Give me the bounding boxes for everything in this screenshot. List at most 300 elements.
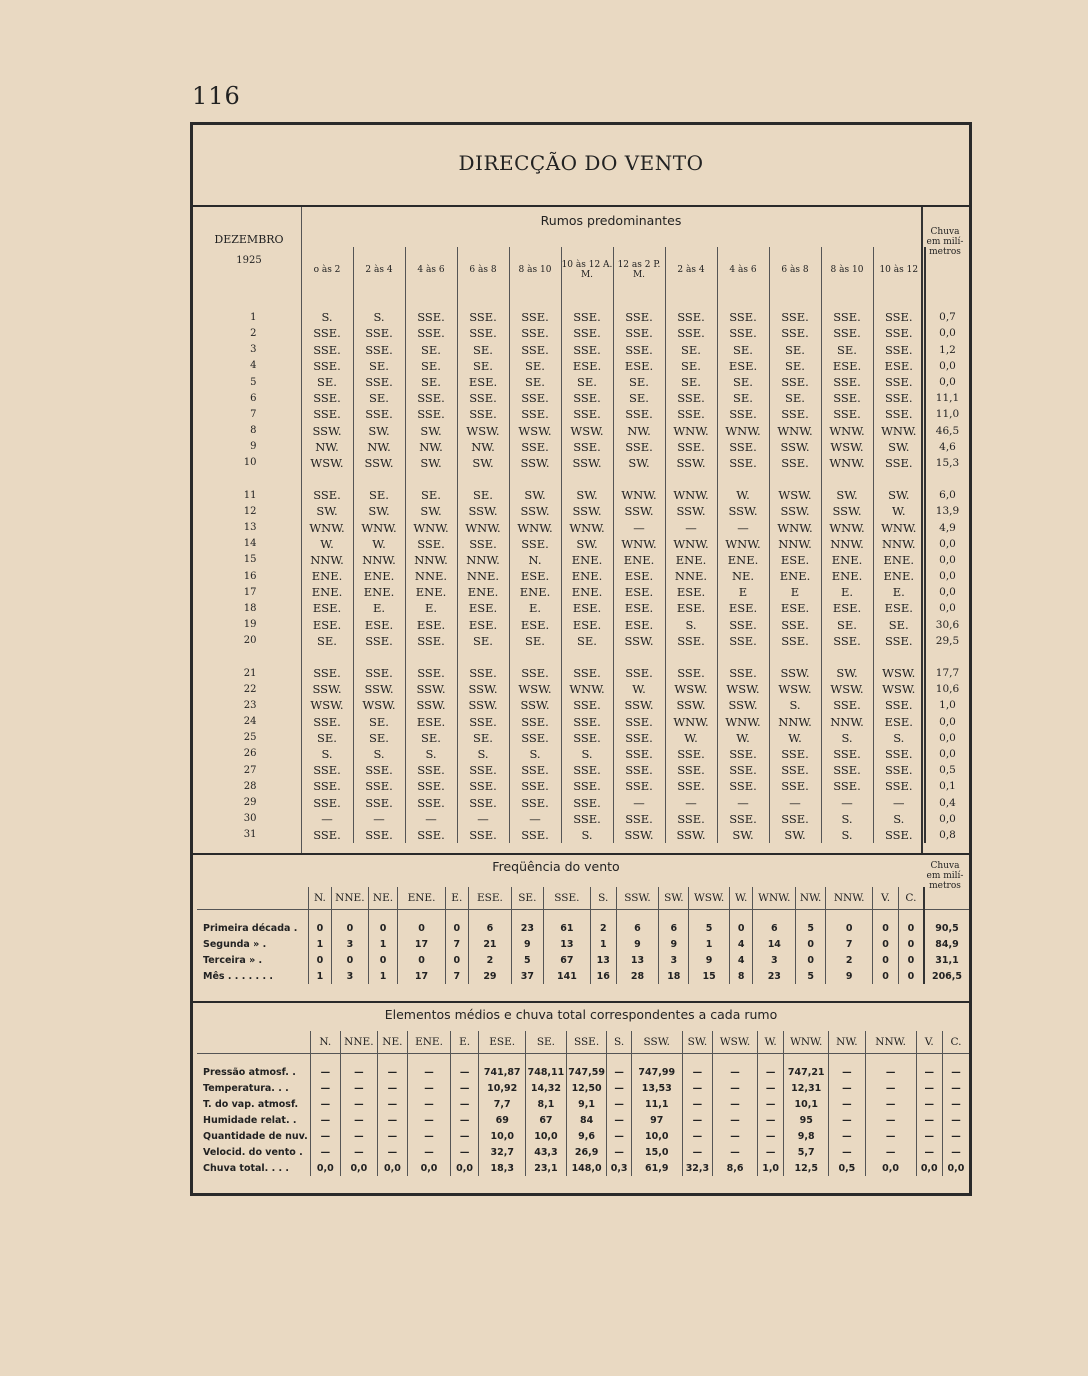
wind-cell: WNW.: [561, 681, 613, 697]
spacer-cell: [769, 649, 821, 665]
wind-cell: SSE.: [769, 811, 821, 827]
spacer-cell: [332, 910, 368, 921]
day-label: 21: [243, 667, 257, 679]
element-cell: 0,0: [450, 1160, 478, 1176]
frequency-cell: 1: [590, 936, 616, 952]
spacer-cell: [368, 910, 398, 921]
element-cell: —: [916, 1144, 942, 1160]
wind-cell: WNW.: [717, 714, 769, 730]
wind-cell: E.: [509, 600, 561, 616]
wind-cell: ENE.: [353, 568, 405, 584]
spacer-cell: [729, 910, 753, 921]
wind-cell: ESE.: [873, 714, 925, 730]
spacer-cell: [405, 293, 457, 309]
wind-cell: ESE.: [613, 568, 665, 584]
element-cell: —: [450, 1112, 478, 1128]
element-cell: —: [408, 1112, 451, 1128]
table-row: [197, 762, 969, 778]
spacer-cell: [757, 1054, 783, 1065]
wind-cell: WSW.: [353, 697, 405, 713]
element-cell: —: [865, 1096, 916, 1112]
table-row: [197, 552, 969, 568]
element-cell: 11,1: [631, 1096, 682, 1112]
wind-cell: SSE.: [509, 536, 561, 552]
wind-cell: W.: [665, 730, 717, 746]
wind-cell: SW.: [353, 423, 405, 439]
element-cell: 12,31: [784, 1080, 829, 1096]
row-label: Temperatura. . .: [203, 1082, 289, 1094]
table-row: [197, 358, 969, 374]
wind-cell: SSE.: [509, 762, 561, 778]
column-header: ESE.: [469, 887, 512, 910]
element-cell: —: [942, 1064, 969, 1080]
wind-cell: ENE.: [665, 552, 717, 568]
table-row: [197, 1160, 969, 1176]
wind-cell: SSE.: [821, 746, 873, 762]
wind-cell: SE.: [769, 358, 821, 374]
wind-cell: SSE.: [353, 762, 405, 778]
table-row: [197, 1064, 969, 1080]
row-label: Humidade relat. .: [203, 1114, 297, 1126]
element-cell: 18,3: [479, 1160, 526, 1176]
table-row: [197, 325, 969, 341]
wind-cell: SSE.: [665, 762, 717, 778]
wind-cell: SSE.: [769, 633, 821, 649]
spacer-cell: [925, 293, 969, 309]
rumos-heading: Rumos predominantes: [540, 213, 682, 228]
spacer-cell: [616, 910, 659, 921]
wind-cell: WSW.: [665, 681, 717, 697]
column-header: N.: [308, 887, 332, 910]
rain-value: 0,0: [925, 600, 969, 616]
spacer-cell: [873, 649, 925, 665]
spacer-cell: [613, 649, 665, 665]
day-label: 8: [250, 425, 257, 437]
table-row: [197, 1096, 969, 1112]
wind-cell: S.: [301, 309, 353, 325]
wind-cell: SE.: [821, 617, 873, 633]
spacer-cell: [398, 910, 445, 921]
wind-cell: SSE.: [821, 406, 873, 422]
wind-cell: ESE.: [717, 600, 769, 616]
wind-cell: ENE.: [561, 568, 613, 584]
frequency-cell: 37: [511, 968, 543, 984]
column-header: WSW.: [689, 887, 730, 910]
wind-cell: NNW.: [769, 714, 821, 730]
wind-cell: WSW.: [873, 681, 925, 697]
element-cell: —: [607, 1064, 631, 1080]
row-label: Velocid. do vento .: [203, 1146, 303, 1158]
spacer-cell: [543, 910, 590, 921]
wind-cell: ESE.: [457, 374, 509, 390]
wind-cell: SSE.: [561, 762, 613, 778]
wind-cell: SSE.: [457, 762, 509, 778]
frequency-cell: 0: [873, 968, 899, 984]
element-cell: —: [377, 1128, 408, 1144]
wind-cell: SSE.: [353, 325, 405, 341]
column-header: C.: [942, 1031, 969, 1054]
spacer-cell: [197, 910, 308, 921]
wind-cell: SSE.: [665, 633, 717, 649]
wind-cell: SSE.: [353, 406, 405, 422]
frequency-cell: 0: [873, 936, 899, 952]
element-cell: —: [916, 1112, 942, 1128]
wind-cell: SSE.: [717, 811, 769, 827]
frequency-cell: 3: [659, 952, 689, 968]
spacer-cell: [561, 471, 613, 487]
frequency-cell: 6: [469, 920, 512, 936]
frequency-cell: 29: [469, 968, 512, 984]
element-cell: 747,21: [784, 1064, 829, 1080]
element-cell: —: [341, 1080, 378, 1096]
wind-cell: WSW.: [769, 681, 821, 697]
day-label: 27: [243, 764, 257, 776]
spacer-cell: [479, 1054, 526, 1065]
element-cell: —: [829, 1064, 866, 1080]
wind-cell: SSW.: [301, 681, 353, 697]
wind-cell: WSW.: [509, 423, 561, 439]
wind-cell: ESE.: [561, 358, 613, 374]
element-cell: —: [865, 1112, 916, 1128]
rain-value: 1,2: [925, 342, 969, 358]
spacer-cell: [197, 293, 301, 309]
wind-cell: SSW.: [509, 503, 561, 519]
frequency-cell: 0: [898, 936, 924, 952]
wind-cell: S.: [353, 309, 405, 325]
wind-cell: SSE.: [665, 439, 717, 455]
wind-cell: SW.: [405, 423, 457, 439]
wind-cell: SE.: [717, 374, 769, 390]
wind-cell: SSE.: [613, 665, 665, 681]
spacer-cell: [689, 910, 730, 921]
wind-cell: SSE.: [457, 714, 509, 730]
wind-cell: NNW.: [821, 714, 873, 730]
day-label: 6: [250, 392, 257, 404]
frequency-table: [197, 887, 969, 984]
wind-cell: ENE.: [301, 584, 353, 600]
table-row: [197, 309, 969, 325]
wind-cell: SSW.: [717, 697, 769, 713]
day-label: 15: [243, 554, 257, 566]
rain-value: 4,9: [925, 519, 969, 535]
wind-cell: SSE.: [613, 406, 665, 422]
frequency-cell: 8: [729, 968, 753, 984]
column-header: WNW.: [784, 1031, 829, 1054]
spacer-cell: [769, 471, 821, 487]
element-cell: —: [713, 1128, 758, 1144]
element-cell: —: [607, 1144, 631, 1160]
element-cell: —: [377, 1112, 408, 1128]
divider: [193, 205, 969, 207]
wind-cell: SSE.: [509, 778, 561, 794]
spacer-cell: [607, 1054, 631, 1065]
wind-cell: SSE.: [405, 762, 457, 778]
wind-cell: WNW.: [353, 519, 405, 535]
wind-cell: SSE.: [457, 794, 509, 810]
wind-cell: S.: [821, 730, 873, 746]
spacer-cell: [753, 910, 796, 921]
wind-cell: WSW.: [821, 439, 873, 455]
frequency-cell: 0: [898, 952, 924, 968]
wind-cell: SSW.: [405, 681, 457, 697]
spacer-cell: [717, 471, 769, 487]
wind-cell: SSE.: [821, 390, 873, 406]
column-header: SE.: [526, 1031, 567, 1054]
wind-cell: SSE.: [821, 633, 873, 649]
rain-value: 11,0: [925, 406, 969, 422]
frequency-rain-header: Chuva em milí-metros: [926, 861, 964, 891]
wind-cell: SSW.: [665, 827, 717, 843]
element-cell: —: [408, 1064, 451, 1080]
wind-cell: ESE.: [769, 552, 821, 568]
wind-cell: SSE.: [405, 665, 457, 681]
column-header: NW.: [796, 887, 826, 910]
column-header: 10 às 12 A. M.: [561, 247, 613, 293]
wind-cell: SSE.: [353, 827, 405, 843]
table-row: [197, 503, 969, 519]
spacer-cell: [916, 1054, 942, 1065]
rain-value: 0,0: [925, 584, 969, 600]
column-header: SSE.: [566, 1031, 607, 1054]
table-row: [197, 455, 969, 471]
table-row: [197, 1112, 969, 1128]
wind-cell: S.: [665, 617, 717, 633]
spacer-cell: [353, 293, 405, 309]
wind-cell: SSE.: [405, 309, 457, 325]
wind-cell: SE.: [301, 374, 353, 390]
wind-cell: SSE.: [405, 827, 457, 843]
frequency-cell: 1: [308, 968, 332, 984]
element-cell: —: [450, 1080, 478, 1096]
table-row: [197, 342, 969, 358]
wind-cell: SSE.: [717, 617, 769, 633]
element-cell: —: [341, 1064, 378, 1080]
wind-cell: ESE.: [613, 584, 665, 600]
spacer-cell: [924, 910, 969, 921]
spacer-cell: [509, 293, 561, 309]
wind-cell: SSE.: [301, 714, 353, 730]
element-cell: 0,0: [377, 1160, 408, 1176]
frequency-cell: 0: [796, 952, 826, 968]
wind-cell: SE.: [405, 730, 457, 746]
spacer-cell: [713, 1054, 758, 1065]
column-header: 8 às 10: [821, 247, 873, 293]
rain-value: 4,6: [925, 439, 969, 455]
wind-cell: SSE.: [821, 762, 873, 778]
frequency-cell: 0: [368, 920, 398, 936]
wind-cell: —: [665, 519, 717, 535]
wind-cell: WNW.: [821, 423, 873, 439]
wind-cell: SE.: [873, 617, 925, 633]
frequency-cell: 6: [659, 920, 689, 936]
day-label: 3: [250, 344, 257, 356]
element-cell: —: [829, 1112, 866, 1128]
wind-cell: SSE.: [353, 342, 405, 358]
wind-cell: SSE.: [405, 778, 457, 794]
table-row: [197, 714, 969, 730]
frequency-cell: 0: [368, 952, 398, 968]
wind-cell: NNW.: [301, 552, 353, 568]
wind-cell: SSE.: [613, 309, 665, 325]
wind-cell: SE.: [561, 374, 613, 390]
element-cell: —: [310, 1096, 341, 1112]
wind-cell: —: [353, 811, 405, 827]
wind-cell: SSE.: [769, 617, 821, 633]
element-cell: —: [450, 1096, 478, 1112]
frequency-cell: 14: [753, 936, 796, 952]
element-cell: 95: [784, 1112, 829, 1128]
table-row: [197, 1144, 969, 1160]
page-number: 116: [192, 82, 241, 110]
table-row: [197, 730, 969, 746]
rain-value: 10,6: [925, 681, 969, 697]
wind-cell: ESE.: [717, 358, 769, 374]
wind-cell: SSE.: [821, 374, 873, 390]
element-cell: 10,1: [784, 1096, 829, 1112]
wind-cell: SSE.: [873, 374, 925, 390]
wind-cell: SW.: [561, 487, 613, 503]
wind-cell: SW.: [821, 487, 873, 503]
wind-cell: SE.: [301, 633, 353, 649]
rain-value: 0,0: [925, 714, 969, 730]
frequency-cell: 0: [308, 952, 332, 968]
wind-cell: SSE.: [613, 811, 665, 827]
wind-cell: ENE.: [509, 584, 561, 600]
table-row: [197, 697, 969, 713]
day-label: 16: [243, 570, 257, 582]
wind-cell: SSE.: [613, 778, 665, 794]
element-cell: 741,87: [479, 1064, 526, 1080]
element-cell: 10,0: [631, 1128, 682, 1144]
element-cell: 10,0: [479, 1128, 526, 1144]
wind-cell: SSW.: [769, 439, 821, 455]
wind-cell: ENE.: [561, 552, 613, 568]
spacer-cell: [308, 910, 332, 921]
spacer-cell: [450, 1054, 478, 1065]
wind-cell: SE.: [405, 342, 457, 358]
wind-cell: SSE.: [405, 390, 457, 406]
wind-cell: —: [769, 794, 821, 810]
wind-cell: SE.: [405, 358, 457, 374]
table-row: [197, 406, 969, 422]
column-header: 4 às 6: [717, 247, 769, 293]
wind-cell: SSE.: [509, 665, 561, 681]
wind-cell: SSE.: [717, 439, 769, 455]
table-row: [197, 536, 969, 552]
wind-direction-table-frame: [190, 122, 972, 1196]
element-cell: —: [682, 1064, 713, 1080]
column-header: 6 às 8: [769, 247, 821, 293]
wind-cell: WNW.: [821, 519, 873, 535]
element-cell: 26,9: [566, 1144, 607, 1160]
spacer-cell: [821, 471, 873, 487]
spacer-cell: [526, 1054, 567, 1065]
element-cell: —: [341, 1144, 378, 1160]
wind-cell: SSW.: [665, 503, 717, 519]
wind-cell: ENE.: [613, 552, 665, 568]
element-cell: 9,6: [566, 1128, 607, 1144]
row-label: Quantidade de nuv.: [203, 1130, 308, 1142]
element-cell: —: [713, 1112, 758, 1128]
column-header: 2 às 4: [353, 247, 405, 293]
row-label: Pressão atmosf. .: [203, 1066, 296, 1078]
row-label: Primeira década .: [203, 922, 298, 934]
wind-cell: SE.: [353, 730, 405, 746]
wind-cell: ESE.: [457, 617, 509, 633]
wind-cell: SSE.: [873, 778, 925, 794]
wind-cell: ENE.: [457, 584, 509, 600]
wind-cell: S.: [353, 746, 405, 762]
spacer-cell: [405, 471, 457, 487]
element-cell: —: [408, 1128, 451, 1144]
element-cell: —: [865, 1080, 916, 1096]
frequency-cell: 0: [398, 920, 445, 936]
wind-cell: WNW.: [717, 423, 769, 439]
wind-cell: SW.: [561, 536, 613, 552]
wind-cell: SSE.: [717, 746, 769, 762]
table-row: [197, 1128, 969, 1144]
wind-cell: WSW.: [769, 487, 821, 503]
wind-cell: SSE.: [457, 665, 509, 681]
frequency-cell: 0: [398, 952, 445, 968]
rain-header: Chuva em milí-metros: [926, 227, 964, 257]
wind-cell: SSE.: [873, 455, 925, 471]
wind-cell: SW.: [353, 503, 405, 519]
wind-cell: WSW.: [821, 681, 873, 697]
element-cell: —: [829, 1096, 866, 1112]
column-header: E.: [445, 887, 469, 910]
day-label: 29: [243, 797, 257, 809]
spacer-cell: [509, 649, 561, 665]
element-cell: —: [757, 1080, 783, 1096]
wind-cell: WNW.: [665, 487, 717, 503]
table-row: [197, 794, 969, 810]
element-cell: —: [682, 1128, 713, 1144]
element-cell: —: [310, 1144, 341, 1160]
element-cell: 12,5: [784, 1160, 829, 1176]
wind-cell: SSE.: [665, 390, 717, 406]
wind-cell: SW.: [717, 827, 769, 843]
wind-cell: SE.: [457, 342, 509, 358]
element-cell: —: [829, 1128, 866, 1144]
spacer-cell: [826, 910, 873, 921]
frequency-cell: 2: [469, 952, 512, 968]
wind-cell: S.: [821, 811, 873, 827]
rain-value: 46,5: [925, 423, 969, 439]
frequency-cell: 61: [543, 920, 590, 936]
wind-cell: SSE.: [873, 827, 925, 843]
wind-cell: ESE.: [457, 600, 509, 616]
header-spacer: [197, 887, 308, 910]
column-header: 6 às 8: [457, 247, 509, 293]
element-cell: 14,32: [526, 1080, 567, 1096]
wind-cell: NNW.: [405, 552, 457, 568]
day-label: 24: [243, 716, 257, 728]
column-header: 10 às 12: [873, 247, 925, 293]
wind-cell: SSW.: [613, 633, 665, 649]
wind-cell: SSE.: [561, 342, 613, 358]
wind-cell: SSE.: [509, 309, 561, 325]
wind-cell: SE.: [457, 487, 509, 503]
wind-cell: SSE.: [613, 730, 665, 746]
wind-cell: NNW.: [353, 552, 405, 568]
wind-cell: E: [717, 584, 769, 600]
wind-cell: SSE.: [353, 778, 405, 794]
element-cell: 0,0: [310, 1160, 341, 1176]
wind-cell: SW.: [405, 455, 457, 471]
spacer-cell: [197, 1054, 310, 1065]
element-cell: —: [607, 1128, 631, 1144]
